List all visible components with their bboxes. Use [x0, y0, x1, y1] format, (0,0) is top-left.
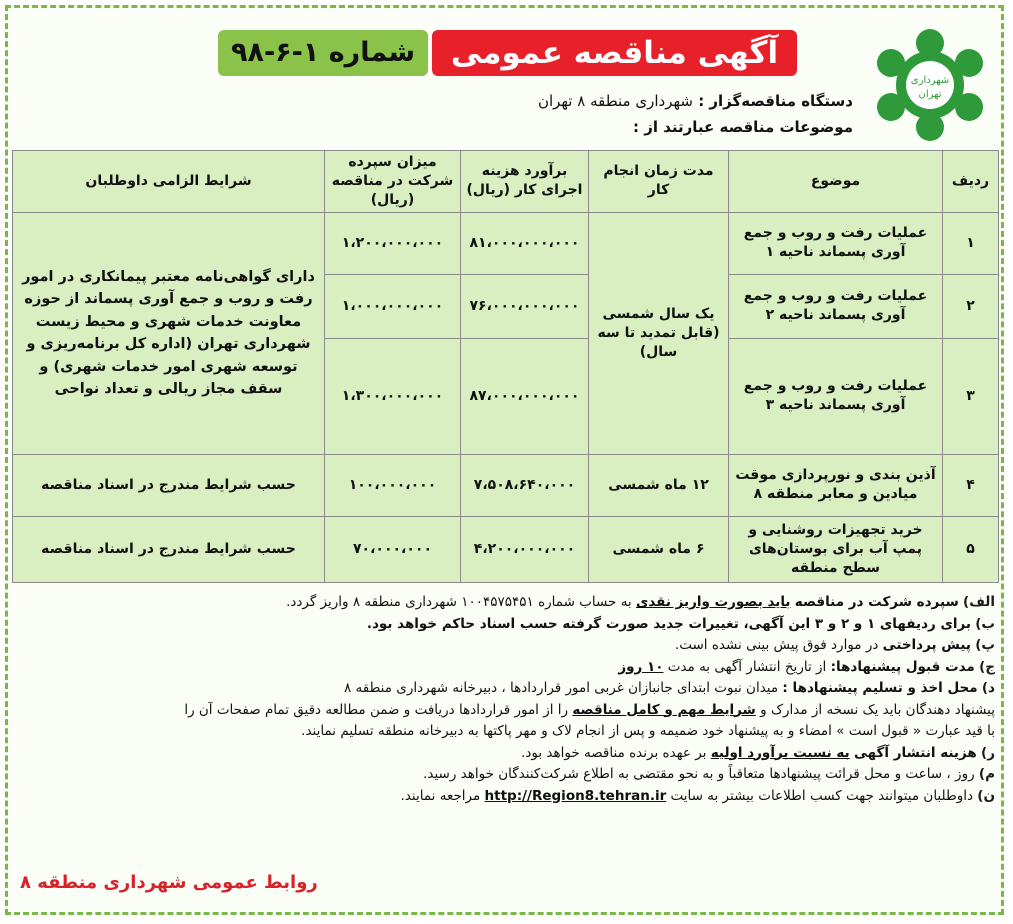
- row-subject: خرید تجهیزات روشنایی و پمپ آب برای بوستان‌های سطح منطقه: [729, 516, 943, 582]
- note-text: پیشنهاد دهندگان باید یک نسخه از مدارک و: [760, 701, 995, 718]
- row-number: ۲: [943, 274, 999, 338]
- note-re: [18, 743, 995, 765]
- public-relations-signature: روابط عمومی شهرداری منطقه ۸: [20, 872, 318, 893]
- note-text: مراجعه نمایند.: [400, 787, 481, 804]
- ad-title: آگهی مناقصه عمومی: [432, 30, 797, 76]
- organizer-line: [538, 92, 853, 110]
- note-bold: پیش پرداختی: [882, 637, 971, 653]
- tehran-municipality-logo: [865, 25, 995, 145]
- row-subject: عملیات رفت و روب و جمع آوری پسماند ناحیه ۱: [729, 212, 943, 274]
- note-underlined: باید بصورت واریز نقدی: [635, 594, 791, 610]
- row-estimate: ۸۱،۰۰۰،۰۰۰،۰۰۰: [461, 212, 589, 274]
- note-dal: [18, 678, 995, 700]
- merged-conditions: دارای گواهی‌نامه معتبر پیمانکاری در امور رفت و روب و جمع آوری پسماند از حوزه معاونت خدمات شهری و محیط زیست شهرداری تهران (اداره کل برنامه‌ریزی و توسعه شهری امور خدمات شهری) و سقف مجاز ریالی و تعداد نواحی: [13, 212, 325, 454]
- header-duration: مدت زمان انجام کار: [589, 151, 729, 213]
- organizer-value: شهرداری منطقه ۸ تهران: [537, 92, 693, 110]
- note-marker: ن): [977, 787, 995, 804]
- note-underlined: شرایط مهم و کامل مناقصه: [572, 701, 756, 718]
- note-text: برای ردیفهای ۱ و ۲ و ۳ این آگهی، تغییرات جدید صورت گرفته حسب اسناد حاکم خواهد بود.: [366, 615, 971, 632]
- svg-text:تهران: تهران: [918, 89, 942, 100]
- note-marker: ر): [981, 744, 995, 761]
- table-row: [13, 454, 999, 516]
- notes-section: [18, 592, 995, 807]
- header-estimate: برآورد هزینه اجرای کار (ریال): [461, 151, 589, 213]
- row-subject: عملیات رفت و روب و جمع آوری پسماند ناحیه ۳: [729, 338, 943, 454]
- header-row-number: ردیف: [943, 151, 999, 213]
- row-subject: عملیات رفت و روب و جمع آوری پسماند ناحیه ۲: [729, 274, 943, 338]
- note-text: را از امور قراردادها دریافت و ضمن مطالعه دقیق تمام صفحات آن را: [184, 701, 569, 718]
- note-text: میدان نبوت ابتدای جانبازان غربی امور قراردادها ، دبیرخانه شهرداری منطقه ۸: [343, 680, 779, 696]
- note-text: به حساب شماره ۱۰۰۴۵۷۵۴۵۱ شهرداری منطقه ۸ واریز گردد.: [286, 594, 632, 610]
- note-marker: ج): [979, 658, 995, 675]
- row-estimate: ۸۷،۰۰۰،۰۰۰،۰۰۰: [461, 338, 589, 454]
- note-text: از تاریخ انتشار آگهی به مدت: [667, 658, 827, 675]
- row-number: ۳: [943, 338, 999, 454]
- note-pe: [18, 635, 995, 657]
- row-deposit: ۱۰۰،۰۰۰،۰۰۰: [325, 454, 461, 516]
- note-bold: سپرده شرکت در مناقصه: [794, 594, 959, 610]
- table-row: [13, 212, 999, 274]
- row-number: ۵: [943, 516, 999, 582]
- svg-text:شهرداری: شهرداری: [910, 75, 950, 86]
- row-deposit: ۱،۳۰۰،۰۰۰،۰۰۰: [325, 338, 461, 454]
- note-alef: [18, 592, 995, 614]
- note-text: روز ، ساعت و محل قرائت پیشنهادها متعاقباً و به نحو مقتضی به اطلاع شرکت‌کنندگان خواهد رسید.: [423, 766, 975, 782]
- note-text: در موارد فوق پیش بینی نشده است.: [674, 637, 879, 653]
- table-row: [13, 516, 999, 582]
- note-marker: د): [981, 680, 995, 696]
- row-deposit: ۱،۲۰۰،۰۰۰،۰۰۰: [325, 212, 461, 274]
- organizer-label: دستگاه مناقصه‌گزار :: [698, 92, 853, 110]
- note-marker: م): [978, 766, 995, 782]
- note-bold: هزینه انتشار آگهی: [853, 744, 977, 761]
- row-duration: ۱۲ ماه شمسی: [589, 454, 729, 516]
- note-nun: [18, 786, 995, 808]
- table-header-row: [13, 151, 999, 213]
- note-bold: مدت قبول پیشنهادها:: [830, 658, 975, 675]
- tender-number: شماره ۱-۶-۹۸: [218, 30, 428, 76]
- row-deposit: ۷۰،۰۰۰،۰۰۰: [325, 516, 461, 582]
- note-mim: [18, 764, 995, 786]
- note-text: با قید عبارت « قبول است » امضاء و به پیشنهاد خود ضمیمه و پس از انجام لاک و مهر پاکتها به دبیرخانه منطقه تسلیم نمایند.: [301, 723, 995, 739]
- row-estimate: ۴،۲۰۰،۰۰۰،۰۰۰: [461, 516, 589, 582]
- merged-duration: یک سال شمسی (قابل تمدید تا سه سال): [589, 212, 729, 454]
- note-text: داوطلبان میتوانند جهت کسب اطلاعات بیشتر به سایت: [670, 787, 973, 804]
- row-conditions: حسب شرایط مندرج در اسناد مناقصه: [13, 454, 325, 516]
- header-deposit: میزان سپرده شرکت در مناقصه (ریال): [325, 151, 461, 213]
- note-underlined: ۱۰ روز: [618, 658, 664, 675]
- row-estimate: ۷۶،۰۰۰،۰۰۰،۰۰۰: [461, 274, 589, 338]
- subjects-intro: موضوعات مناقصه عبارتند از :: [632, 118, 853, 136]
- note-dal-line2: [18, 700, 995, 722]
- header-conditions: شرایط الزامی داوطلبان: [13, 151, 325, 213]
- row-deposit: ۱،۰۰۰،۰۰۰،۰۰۰: [325, 274, 461, 338]
- note-marker: پ): [975, 637, 995, 653]
- note-marker: الف): [963, 594, 995, 610]
- row-subject: آذین بندی و نورپردازی موقت میادین و معابر منطقه ۸: [729, 454, 943, 516]
- note-dal-line3: [18, 721, 995, 743]
- row-conditions: حسب شرایط مندرج در اسناد مناقصه: [13, 516, 325, 582]
- note-text: بر عهده برنده مناقصه خواهد بود.: [521, 744, 707, 761]
- row-estimate: ۷،۵۰۸،۶۴۰،۰۰۰: [461, 454, 589, 516]
- tender-table: [12, 150, 999, 583]
- header-subject: موضوع: [729, 151, 943, 213]
- note-be: [18, 614, 995, 636]
- note-bold: محل اخذ و تسلیم پیشنهادها :: [782, 680, 978, 696]
- note-underlined: به نسبت برآورد اولیه: [710, 744, 850, 761]
- row-number: ۴: [943, 454, 999, 516]
- note-jim: [18, 657, 995, 679]
- website-link[interactable]: http://Region8.tehran.ir: [484, 787, 667, 804]
- row-duration: ۶ ماه شمسی: [589, 516, 729, 582]
- note-marker: ب): [975, 615, 995, 632]
- row-number: ۱: [943, 212, 999, 274]
